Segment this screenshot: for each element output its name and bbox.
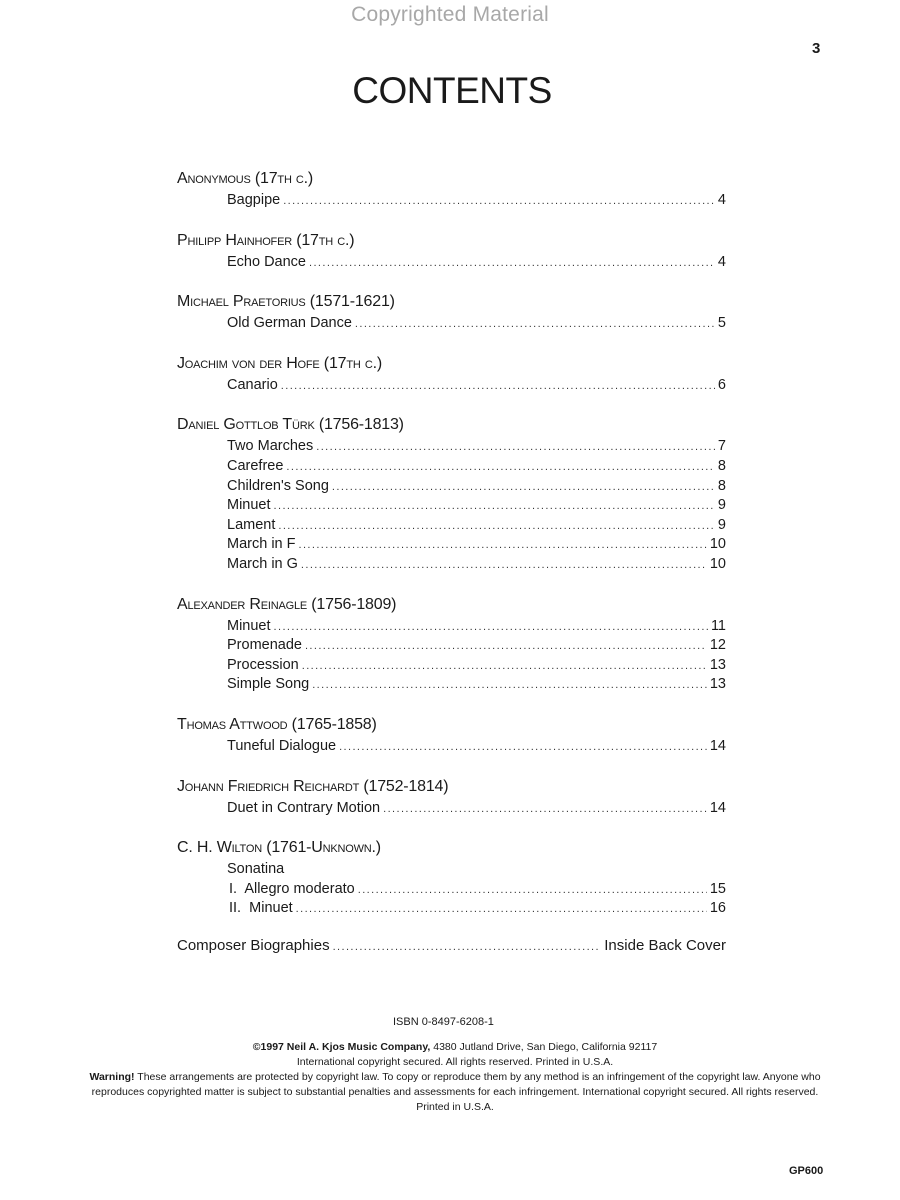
page-ref: 15: [709, 880, 726, 897]
toc-entry[interactable]: [177, 496, 726, 516]
table-of-contents: [177, 166, 726, 955]
dot-leader: [355, 315, 715, 335]
page-ref: 13: [709, 656, 726, 673]
composer-entry: [177, 712, 726, 757]
piece-title: Two Marches: [227, 438, 314, 455]
dot-leader: [302, 657, 707, 677]
dot-leader: [286, 458, 715, 478]
movement-title: II. Minuet: [229, 900, 293, 917]
toc-entry[interactable]: [177, 617, 726, 637]
piece-title: Bagpipe: [227, 192, 281, 208]
dot-leader: [383, 800, 707, 820]
piece-title: Tuneful Dialogue: [227, 737, 337, 754]
composer-entry: [177, 289, 726, 334]
page-ref: 8: [717, 477, 726, 494]
dot-leader: [358, 881, 707, 901]
piece-title: Lament: [227, 516, 276, 533]
page-ref: 4: [717, 192, 726, 208]
copyright-warning: [85, 1070, 825, 1115]
work-title: Sonatina: [227, 861, 285, 878]
composer-entry: [177, 351, 726, 396]
toc-entry[interactable]: [177, 555, 726, 575]
toc-entry[interactable]: [177, 457, 726, 477]
composer-name: Thomas Attwood (1765-1858): [177, 715, 377, 733]
toc-entry[interactable]: [177, 799, 726, 819]
copyright-line: International copyright secured. All rights reserved. Printed in U.S.A.: [296, 1056, 614, 1068]
page-ref: 16: [709, 900, 726, 917]
composer-name: C. H. Wilton (1761-Unknown.): [177, 839, 381, 857]
dot-leader: [333, 938, 602, 958]
page-ref: 8: [717, 457, 726, 474]
piece-title: Old German Dance: [227, 315, 352, 332]
page-ref: 9: [717, 516, 726, 533]
page-ref: 13: [709, 676, 726, 693]
warning-label: Warning!: [89, 1071, 135, 1083]
biographies-title: Composer Biographies: [177, 936, 330, 954]
piece-title: Minuet: [227, 497, 271, 514]
toc-entry[interactable]: [177, 656, 726, 676]
copyright-notice: [85, 1040, 825, 1070]
dot-leader: [274, 497, 715, 517]
piece-title: Procession: [227, 656, 299, 673]
dot-leader: [296, 900, 707, 920]
piece-title: Promenade: [227, 637, 302, 654]
warning-text: These arrangements are protected by copyright law. To copy or reproduce them by any method is an infringement of the copyright law. Anyone who reproduces copyrighted matter is subject to substantial penalties and assessments for each infringement. International copyright secured. All rights reserved. Printed in U.S.A.: [91, 1071, 821, 1113]
dot-leader: [309, 254, 715, 274]
piece-title: Minuet: [227, 617, 271, 634]
movement-title: I. Allegro moderato: [229, 880, 355, 897]
toc-entry[interactable]: [177, 191, 726, 211]
piece-title: Simple Song: [227, 676, 310, 693]
piece-title: Children's Song: [227, 477, 329, 494]
product-code: GP600: [789, 1165, 824, 1177]
composer-name: Alexander Reinagle (1756-1809): [177, 595, 397, 613]
dot-leader: [274, 618, 708, 638]
page-number: 3: [812, 40, 821, 57]
composer-name: Johann Friedrich Reichardt (1752-1814): [177, 777, 449, 795]
dot-leader: [301, 556, 707, 576]
toc-entry[interactable]: [177, 516, 726, 536]
page-ref: 6: [717, 376, 726, 393]
composer-entry: [177, 412, 726, 574]
composer-name: Philipp Hainhofer (17th c.): [177, 231, 355, 249]
dot-leader: [299, 536, 707, 556]
toc-entry[interactable]: [177, 477, 726, 497]
toc-entry[interactable]: [177, 880, 726, 900]
piece-title: Duet in Contrary Motion: [227, 799, 381, 816]
publisher-address: 4380 Jutland Drive, San Diego, California 92117: [433, 1041, 658, 1053]
dot-leader: [316, 438, 715, 458]
page-ref: 14: [709, 799, 726, 816]
dot-leader: [312, 676, 707, 696]
composer-name: Daniel Gottlob Türk (1756-1813): [177, 416, 404, 434]
piece-title: March in G: [227, 555, 298, 572]
page-ref: 11: [710, 617, 726, 634]
composer-name: Anonymous (17th c.): [177, 170, 314, 187]
isbn: ISBN 0-8497-6208-1: [393, 1016, 494, 1028]
dot-leader: [339, 738, 707, 758]
toc-entry[interactable]: [177, 675, 726, 695]
toc-entry[interactable]: [177, 535, 726, 555]
piece-title: Carefree: [227, 457, 284, 474]
publisher-name: ©1997 Neil A. Kjos Music Company,: [252, 1041, 431, 1053]
composer-entry: [177, 835, 726, 919]
dot-leader: [283, 192, 715, 212]
composer-entry: [177, 592, 726, 695]
page-ref: 10: [709, 536, 726, 553]
toc-entry[interactable]: [177, 376, 726, 396]
page-ref: 9: [717, 497, 726, 514]
page-ref: Inside Back Cover: [604, 936, 726, 954]
toc-entry-biographies[interactable]: [177, 936, 726, 956]
piece-title: Echo Dance: [227, 253, 306, 270]
toc-entry[interactable]: [177, 636, 726, 656]
piece-title: Canario: [227, 376, 278, 393]
dot-leader: [332, 478, 715, 498]
copyright-watermark: Copyrighted Material: [351, 3, 549, 26]
toc-entry[interactable]: [177, 314, 726, 334]
page-ref: 12: [709, 637, 726, 654]
composer-name: Joachim von der Hofe (17th c.): [177, 354, 382, 372]
toc-entry[interactable]: [177, 899, 726, 919]
page-title: CONTENTS: [352, 70, 552, 111]
toc-entry[interactable]: [177, 437, 726, 457]
page-ref: 10: [709, 555, 726, 572]
dot-leader: [278, 517, 715, 537]
composer-name: Michael Praetorius (1571-1621): [177, 293, 395, 311]
page-ref: 7: [717, 438, 726, 455]
dot-leader: [281, 377, 715, 397]
toc-entry[interactable]: [177, 253, 726, 273]
page-ref: 5: [717, 315, 726, 332]
composer-entry: [177, 228, 726, 273]
page-ref: 14: [709, 737, 726, 754]
page-ref: 4: [717, 253, 726, 270]
dot-leader: [305, 637, 707, 657]
toc-entry[interactable]: [177, 737, 726, 757]
composer-entry: [177, 774, 726, 819]
piece-title: March in F: [227, 536, 296, 553]
composer-entry: [177, 166, 726, 211]
